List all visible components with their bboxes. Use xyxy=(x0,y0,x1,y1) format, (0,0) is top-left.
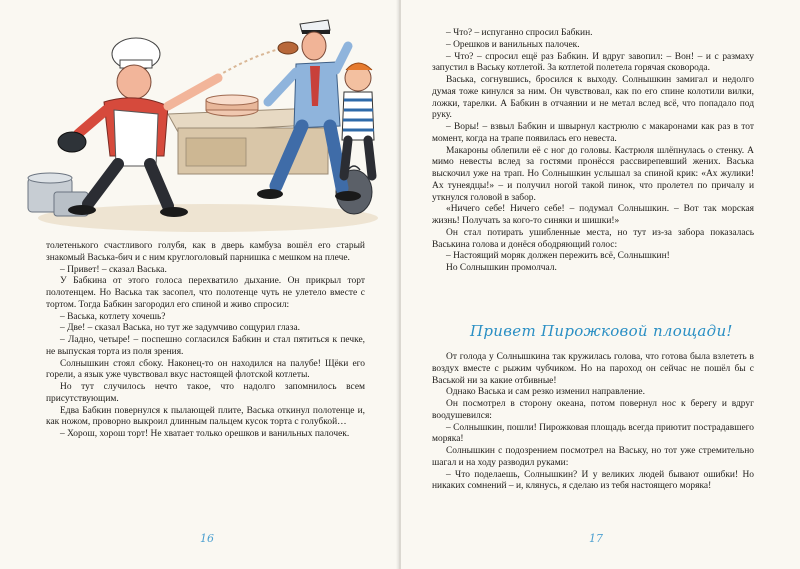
page-number-left: 16 xyxy=(200,532,214,545)
paragraph: – Ладно, четыре! – поспешно согласился Бабкин и стал пятиться к печке, не выпуская торта из поля зрения. xyxy=(46,335,365,357)
paragraph: – Орешков и ванильных палочек. xyxy=(446,39,580,50)
paragraph: – Что поделаешь, Солнышкин? И у великих людей бывают ошибки! Но никаких сомнений – и, клянусь, я сделаю из тебя настоящего моряка! xyxy=(432,469,754,492)
page-number-right: 17 xyxy=(589,532,603,545)
right-page-text-bottom xyxy=(432,352,754,493)
paragraph: – Что? – спросил ещё раз Бабкин. И вдруг завопил: – Вон! – и с размаху запустил в Ваську котлетой. За котлетой полетела горячая сковорода. xyxy=(432,51,754,74)
paragraph: – Две! – сказал Васька, но тут же задумчиво сощурил глаза. xyxy=(60,323,301,334)
paragraph: Солнышкин с подозрением посмотрел на Ваську, но тот уже стремительно шагал и на ходу разводил руками: xyxy=(432,446,754,468)
left-page xyxy=(0,0,399,569)
paragraph: – Хорош, хорош торт! Не хватает только орешков и ванильных палочек. xyxy=(60,429,350,439)
paragraph: Едва Бабкин повернулся к пылающей плите, Васька откинул полотенце и, как ножом, проворно выкроил длинным пальцем кусок торта с голубкой… xyxy=(46,405,365,428)
right-page-text-top xyxy=(432,28,754,275)
paragraph: Васька, согнувшись, бросился к выходу. Солнышкин замигал и недолго думая тоже кинулся за ним. Он чувствовал, как по его спине колотили вилки, ложки, тарелки. А Бабкин в отчаянии и не метал вслед всё, что попадало под руку. xyxy=(432,75,754,121)
paragraph: – Васька, котлету хочешь? xyxy=(60,311,166,322)
paragraph: У Бабкина от этого голоса перехватило дыхание. Он прикрыл торт полотенцем. Но Васька так засопел, что полотенце чуть не улетело вместе с тортом. Тогда Бабкин загородил его спиной и живо спросил: xyxy=(46,276,365,310)
paragraph: Но тут случилось нечто такое, что надолго запомнилось всем присутствующим. xyxy=(46,382,365,404)
paragraph: От голода у Солнышкина так кружилась голова, что готова была взлететь в воздух вместе с рыжим чубчиком. Но на пароход он сейчас не пошёл бы с Васькой ни за какие отбивные! xyxy=(432,352,754,386)
chapter-heading: Привет Пирожковой площади! xyxy=(470,322,733,340)
paragraph: – Воры! – взвыл Бабкин и швырнул кастрюлю с макаронами как раз в тот момент, когда на трапе появилась его невеста. xyxy=(432,122,754,144)
paragraph: – Что? – испуганно спросил Бабкин. xyxy=(446,28,593,38)
paragraph: Макароны облепили её с ног до головы. Кастрюля шлёпнулась о стенку. А мимо невесты вслед за гостями пронёсся рассвирепевший жених. Васька выскочил уже на трап. Но Солнышкин услышал за спиной крик: «Ах жулики! Ах тунеядцы!» – и получил ногой такой пинок, что пролетел по причалу и уткнулся головой в забор. xyxy=(432,145,754,203)
paragraph: Он стал потирать ушибленные места, но тут из-за забора показалась Васькина голова и донёся ободряющий голос: xyxy=(432,227,754,250)
paragraph: – Настоящий моряк должен пережить всё, Солнышкин! xyxy=(446,251,670,262)
left-page-text xyxy=(46,241,365,441)
boy-figure xyxy=(342,63,374,176)
paragraph: Но Солнышкин промолчал. xyxy=(446,263,557,273)
paragraph: Солнышкин стоял сбоку. Наконец-то он находился на палубе! Щёки его горели, а язык уже чувствовал вкус настоящей флотской котлеты. xyxy=(46,358,365,381)
paragraph: Он посмотрел в сторону океана, потом повернул нос к берегу и вдруг воодушевился: xyxy=(432,399,754,421)
paragraph: – Солнышкин, пошли! Пирожковая площадь всегда приютит пострадавшего моряка! xyxy=(432,422,754,445)
paragraph: – Привет! – сказал Васька. xyxy=(60,264,167,275)
paragraph: толетенького счастливого голубя, как в дверь камбуза вошёл его старый знакомый Васька-бич и с ним круглоголовый парнишка с мешком на плече. xyxy=(46,241,365,263)
galley-chase-illustration xyxy=(18,6,386,238)
paragraph: Однако Васька и сам резко изменил направление. xyxy=(446,387,645,398)
paragraph: «Ничего себе! Ничего себе! – подумал Солнышкин. – Вот так морская жизнь! Получать за кого-то синяки и шишки!» xyxy=(432,204,754,226)
